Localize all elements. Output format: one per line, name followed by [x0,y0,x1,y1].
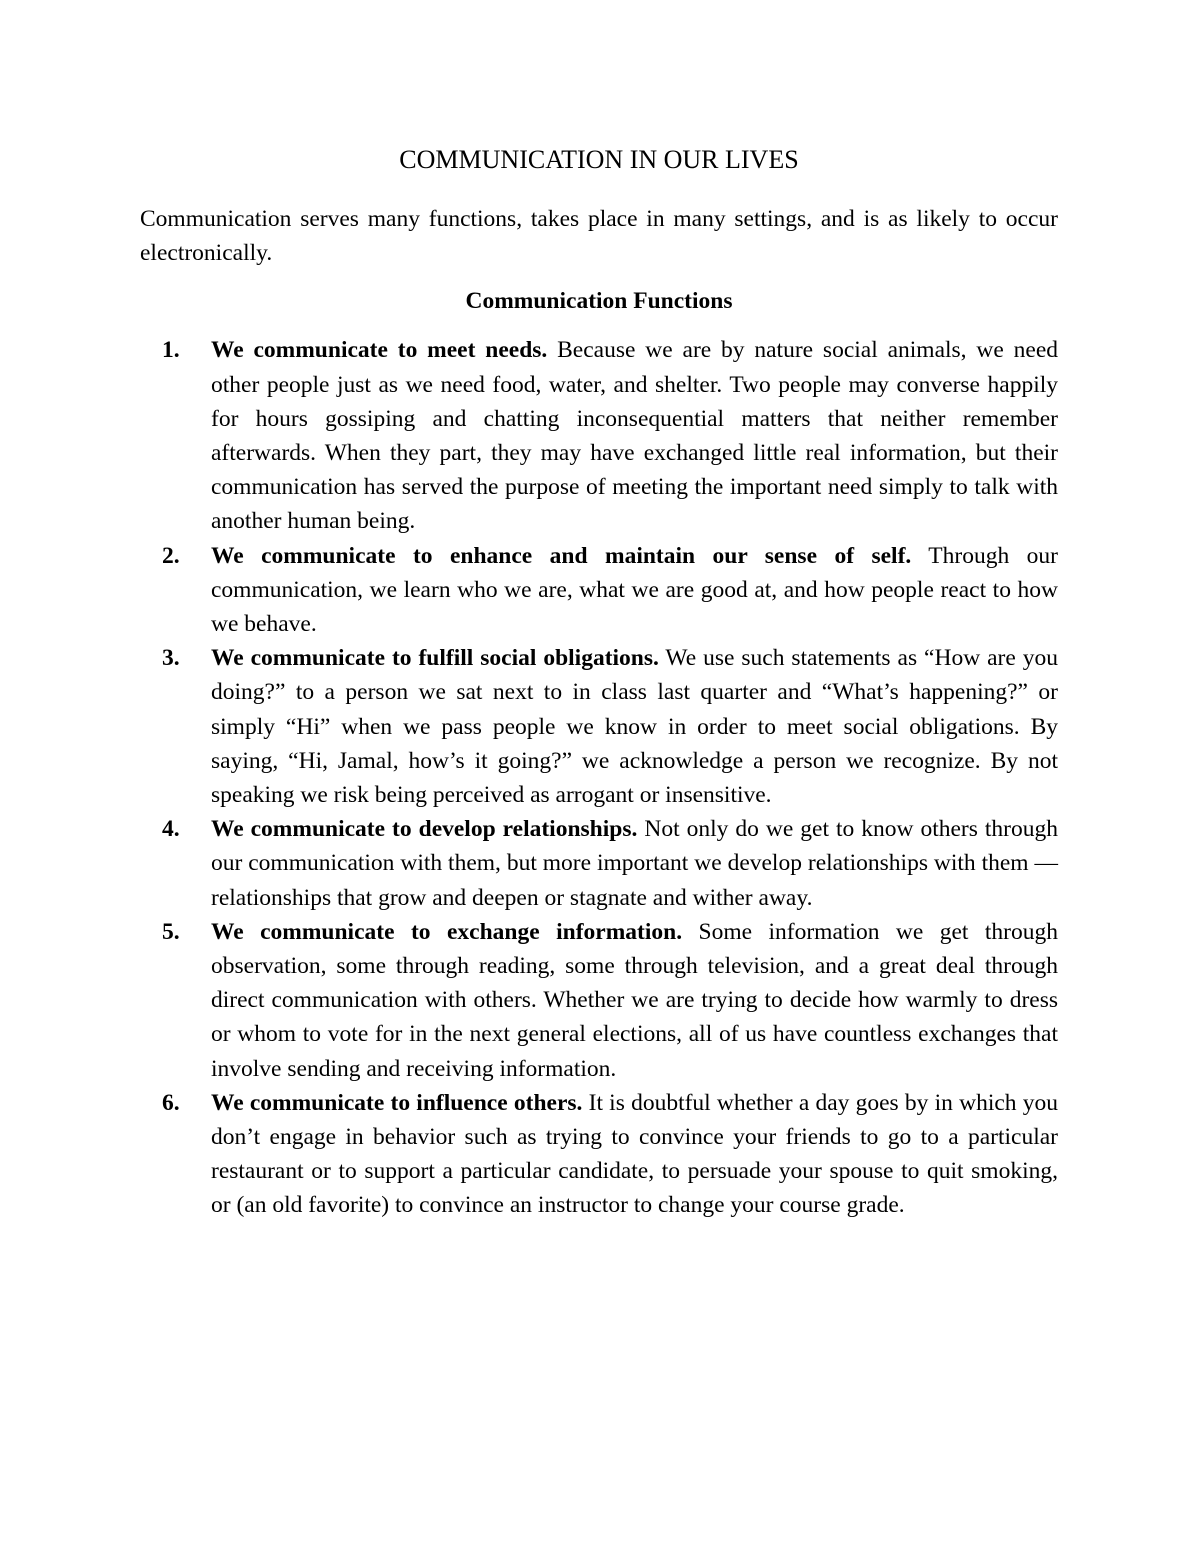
item-lead: We communicate to meet needs. [211,337,548,364]
item-number: 2. [162,542,180,569]
item-text: It is doubtful whether a day goes by in which you don’t engage in behavior such as trying to convince your friends to go to a particular restaurant or to support a particular candidate, to persuade your spouse to quit smoking, or (an old favorite) to convince an instructor to change your course grade. [211,1089,1058,1219]
list-item [140,812,1058,915]
item-number: 1. [162,337,180,364]
item-lead: We communicate to exchange information. [211,918,683,945]
list-item [140,1086,1058,1223]
item-lead: We communicate to develop relationships. [211,816,638,843]
item-text: Some information we get through observation, some through reading, some through television, and a great deal through direct communication with others. Whether we are trying to decide how warmly to dress or whom to vote for in the next general elections, all of us have countless exchanges that involve sending and receiving information. [211,918,1058,1082]
item-lead: We communicate to enhance and maintain our sense of self. [211,542,912,569]
item-text: Through our communication, we learn who we are, what we are good at, and how people react to how we behave. [211,542,1058,638]
list-item [140,915,1058,1086]
item-text: Because we are by nature social animals, we need other people just as we need food, water, and shelter. Two people may converse happily for hours gossiping and chatting inconsequential matters that neither remember afterwards. When they part, they may have exchanged little real information, but their communication has served the purpose of meeting the important need simply to talk with another human being. [211,337,1058,535]
item-lead: We communicate to influence others. [211,1089,583,1116]
item-number: 5. [162,918,180,945]
list-item [140,539,1058,642]
item-number: 3. [162,645,180,672]
document-page [140,140,1058,1223]
intro-paragraph: Communication serves many functions, takes place in many settings, and is as likely to occur electronically. [140,206,1058,267]
document-title: COMMUNICATION IN OUR LIVES [399,145,799,174]
list-item [140,641,1058,812]
item-text: Not only do we get to know others through our communication with them, but more important we develop relationships with them — relationships that grow and deepen or stagnate and wither away. [211,816,1058,911]
functions-list [140,333,1058,1222]
item-lead: We communicate to fulfill social obligations. [211,645,659,672]
list-item [140,333,1058,538]
item-number: 4. [162,816,180,843]
item-text: We use such statements as “How are you doing?” to a person we sat next to in class last quarter and “What’s happening?” or simply “Hi” when we pass people we know in order to meet social obligations. By saying, “Hi, Jamal, how’s it going?” we acknowledge a person we recognize. By not speaking we risk being perceived as arrogant or insensitive. [211,645,1058,809]
item-number: 6. [162,1089,180,1116]
section-heading: Communication Functions [465,288,733,315]
